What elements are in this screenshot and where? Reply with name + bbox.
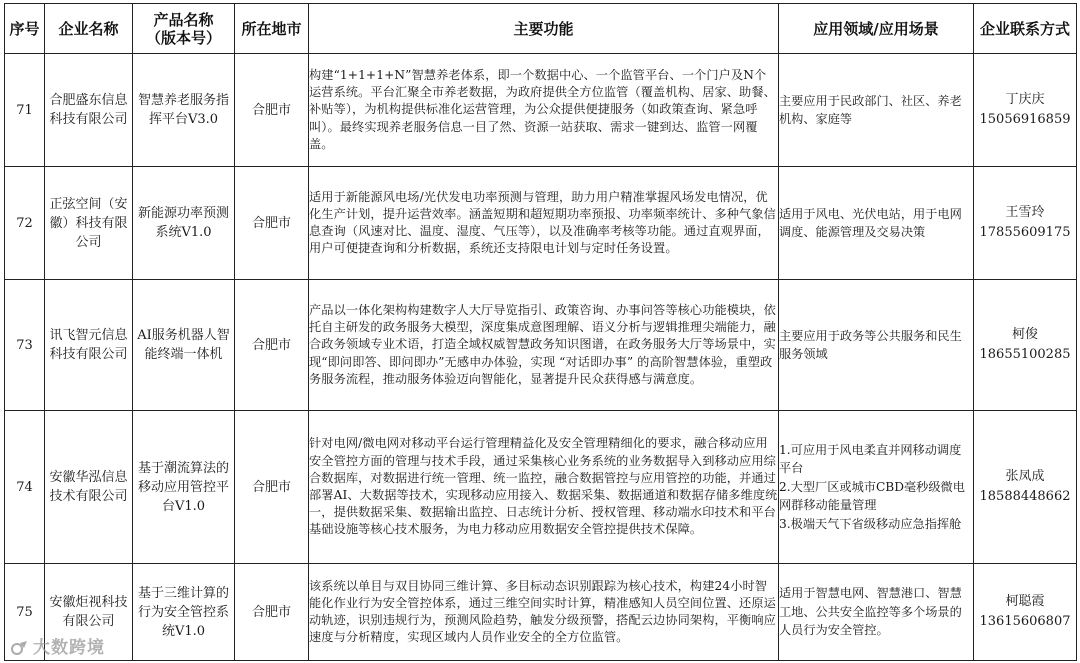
table-row	[5, 280, 1077, 411]
row-seq: 74	[5, 411, 45, 564]
row-contact	[974, 280, 1077, 411]
enterprise-product-table	[4, 3, 1077, 661]
watermark	[10, 633, 105, 658]
contact-name: 王雪玲	[1005, 205, 1045, 220]
row-city: 合肥市	[235, 564, 309, 661]
header-city: 所在地市	[235, 4, 309, 54]
header-product-line2: （版本号）	[145, 28, 221, 47]
row-contact	[974, 54, 1077, 167]
row-contact	[974, 564, 1077, 661]
header-function: 主要功能	[309, 4, 779, 54]
row-seq: 73	[5, 280, 45, 411]
contact-phone: 17855609175	[979, 225, 1071, 240]
header-scene: 应用领域/应用场景	[779, 4, 974, 54]
row-function: 产品以一体化架构构建数字人大厅导览指引、政策咨询、办事问答等核心功能模块，依托自主研发的政务服务大模型，深度集成意图理解、语义分析与逻辑推理尖端能力，融合政务领域专业术语，打造全域权威智慧政务知识图谱，在政务服务大厅等场景中，实现“即问即答、即问即办”无感申办体验，实现 “对话即办事” 的高阶智慧体验，重塑政务服务流程，推动服务体验迈向智能化，显著提升民众获得感与满意度。	[309, 280, 779, 411]
row-seq: 75	[5, 564, 45, 661]
header-product	[133, 4, 235, 54]
table-row	[5, 411, 1077, 564]
row-product: 新能源功率预测系统V1.0	[133, 167, 235, 280]
row-scene: 1.可应用于风电柔直并网移动调度平台 2.大型厂区或城市CBD毫秒级微电网群移动能量管理 3.极端天气下省级移动应急指挥舱	[779, 411, 974, 564]
row-company: 安徽华泓信息技术有限公司	[45, 411, 133, 564]
row-city: 合肥市	[235, 167, 309, 280]
row-contact	[974, 411, 1077, 564]
row-function: 该系统以单目与双目协同三维计算、多目标动态识别跟踪为核心技术，构建24小时智能化作业行为安全管控体系，通过三维空间实时计算，精准感知人员空间位置、还原运动轨迹，识别违规行为，预测风险趋势，触发分级预警，搭配云边协同架构，平衡响应速度与分析精度，实现区域内人员作业安全的全方位监管。	[309, 564, 779, 661]
contact-name: 柯聪霞	[1005, 594, 1045, 609]
row-contact	[974, 167, 1077, 280]
contact-name: 丁庆庆	[1005, 92, 1045, 107]
row-function: 针对电网/微电网对移动平台运行管理精益化及安全管理精细化的要求，融合移动应用安全管控方面的管理与技术手段，通过采集核心业务系统的业务数据导入到移动应用综合数据库，对数据进行统一管理、统一监控，融合数据管控与应用管控的功能，并通过部署AI、大数据等技术，实现移动应用接入、数据采集、数据通道和数据存储多维度统一，提供数据采集、数据输出监控、日志统计分析、授权管理、移动端水印技术和平台基础设施等核心技术服务，为电力移动应用数据安全管控提供技术保障。	[309, 411, 779, 564]
row-scene: 主要应用于民政部门、社区、养老机构、家庭等	[779, 54, 974, 167]
row-company: 合肥盛东信息科技有限公司	[45, 54, 133, 167]
table-row	[5, 167, 1077, 280]
header-seq: 序号	[5, 4, 45, 54]
table-row	[5, 54, 1077, 167]
contact-phone: 18588448662	[979, 489, 1071, 504]
row-product: 智慧养老服务指挥平台V3.0	[133, 54, 235, 167]
row-function: 构建“1+1+1+N”智慧养老体系，即一个数据中心、一个监管平台、一个门户及N个运营系统。平台汇聚全市养老数据，为政府提供全方位监管（覆盖机构、居家、助餐、补贴等），为机构提供标准化运营管理，为公众提供便捷服务（如政策查询、紧急呼叫）。最终实现养老服务信息一目了然、资源一站获取、需求一键到达、监管一网覆盖。	[309, 54, 779, 167]
row-company: 安徽炬视科技有限公司	[45, 564, 133, 661]
contact-phone: 15056916859	[979, 112, 1071, 127]
table-row	[5, 564, 1077, 661]
row-city: 合肥市	[235, 54, 309, 167]
row-function: 适用于新能源风电场/光伏发电功率预测与管理，助力用户精准掌握风场发电情况，优化生产计划，提升运营效率。涵盖短期和超短期功率预报、功率频率统计、多种气象信息查询（风速对比、温度、湿度、气压等），以及准确率考核等功能。通过直观界面，用户可便捷查询和分析数据，系统还支持限电计划与定时任务设置。	[309, 167, 779, 280]
row-scene: 适用于风电、光伏电站，用于电网调度、能源管理及交易决策	[779, 167, 974, 280]
row-scene: 适用于智慧电网、智慧港口、智慧工地、公共安全监控等多个场景的人员行为安全管控。	[779, 564, 974, 661]
header-company: 企业名称	[45, 4, 133, 54]
contact-name: 柯俊	[1011, 327, 1038, 342]
row-seq: 72	[5, 167, 45, 280]
header-contact: 企业联系方式	[974, 4, 1077, 54]
table-header-row	[5, 4, 1077, 54]
contact-phone: 18655100285	[979, 347, 1071, 362]
contact-name: 张凤成	[1005, 469, 1045, 484]
row-product: 基于潮流算法的移动应用管控平台V1.0	[133, 411, 235, 564]
watermark-text: 大数跨境	[33, 638, 105, 658]
row-city: 合肥市	[235, 280, 309, 411]
row-company: 讯飞智元信息科技有限公司	[45, 280, 133, 411]
header-product-line1: 产品名称	[153, 10, 214, 29]
contact-phone: 13615606807	[979, 614, 1071, 629]
row-company: 正弦空间（安徽）科技有限公司	[45, 167, 133, 280]
row-product: 基于三维计算的行为安全管控系统V1.0	[133, 564, 235, 661]
row-scene: 主要应用于政务等公共服务和民生服务领域	[779, 280, 974, 411]
row-seq: 71	[5, 54, 45, 167]
row-product: AI服务机器人智能终端一体机	[133, 280, 235, 411]
row-city: 合肥市	[235, 411, 309, 564]
watermark-logo-icon	[10, 639, 30, 657]
